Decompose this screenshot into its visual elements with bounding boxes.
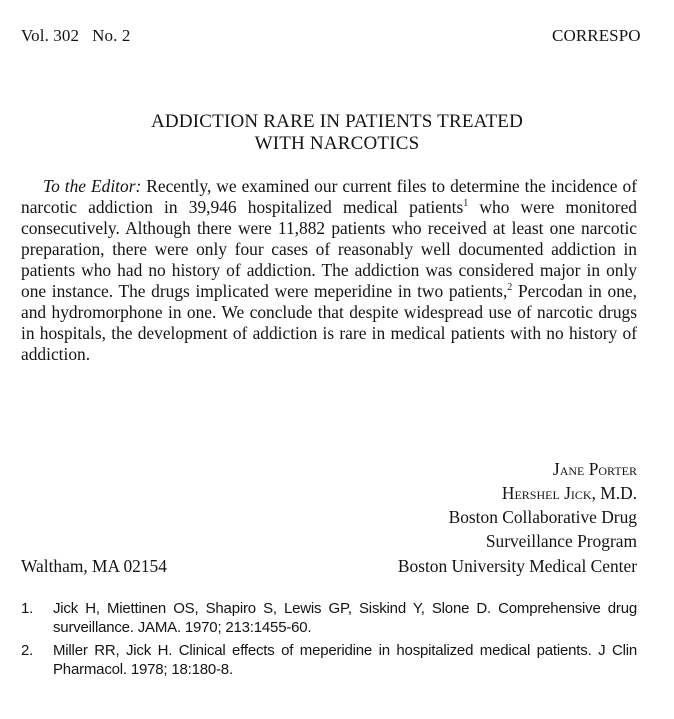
reference-marker-2: 2 [507,282,513,293]
letter-text-part-3: Percodan in one, and hydromorphone in one. We conclude that despite widespread use of narcotic drugs in hospitals, the development of addiction is rare in medical patients with no history of addiction. [21,281,637,364]
volume-issue: Vol. 302 No. 2 [21,26,131,45]
reference-number: 1. [21,600,34,617]
author-2-name: Hershel Jick [501,483,592,503]
reference-item [21,600,637,637]
location: Waltham, MA 02154 [21,556,167,576]
title-line-1: ADDICTION RARE IN PATIENTS TREATED [150,111,524,132]
affiliation-line-2: Surveillance Program [485,531,637,551]
author-1: Jane Porter [552,459,637,479]
reference-marker-1: 1 [463,198,469,209]
author-2 [502,482,637,504]
reference-text: Jick H, Miettinen OS, Shapiro S, Lewis GP, Siskind Y, Slone D. Comprehensive drug surveillance. JAMA. 1970; 213:1455-60. [53,600,637,636]
section-heading: CORRESPO [552,26,641,45]
reference-item [21,642,637,679]
title-line-2: WITH NARCOTICS [254,133,420,154]
salutation: To the Editor: [43,176,142,196]
reference-list [21,600,637,684]
article-title [0,111,674,155]
reference-text: Miller RR, Jick H. Clinical effects of meperidine in hospitalized medical patients. J Clin Pharmacol. 1978; 18:180-8. [53,642,637,678]
affiliation-line-3: Boston University Medical Center [397,556,637,576]
reference-number: 2. [21,642,34,659]
letter-text-part-1: Recently, we examined our current files to determine the incidence of narcotic addiction in 39,946 hospitalized medical patients [21,176,637,217]
affiliation-line-1: Boston Collaborative Drug [448,507,637,527]
letter-body [21,176,637,365]
author-2-degree: , M.D. [591,483,637,503]
letter-text-part-2: who were monitored consecutively. Although there were 11,882 patients who received at least one narcotic preparation, there were only four cases of reasonably well documented addiction in patients who had no history of addiction. The addiction was considered major in only one instance. The drugs implicated were meperidine in two patients, [21,197,637,301]
